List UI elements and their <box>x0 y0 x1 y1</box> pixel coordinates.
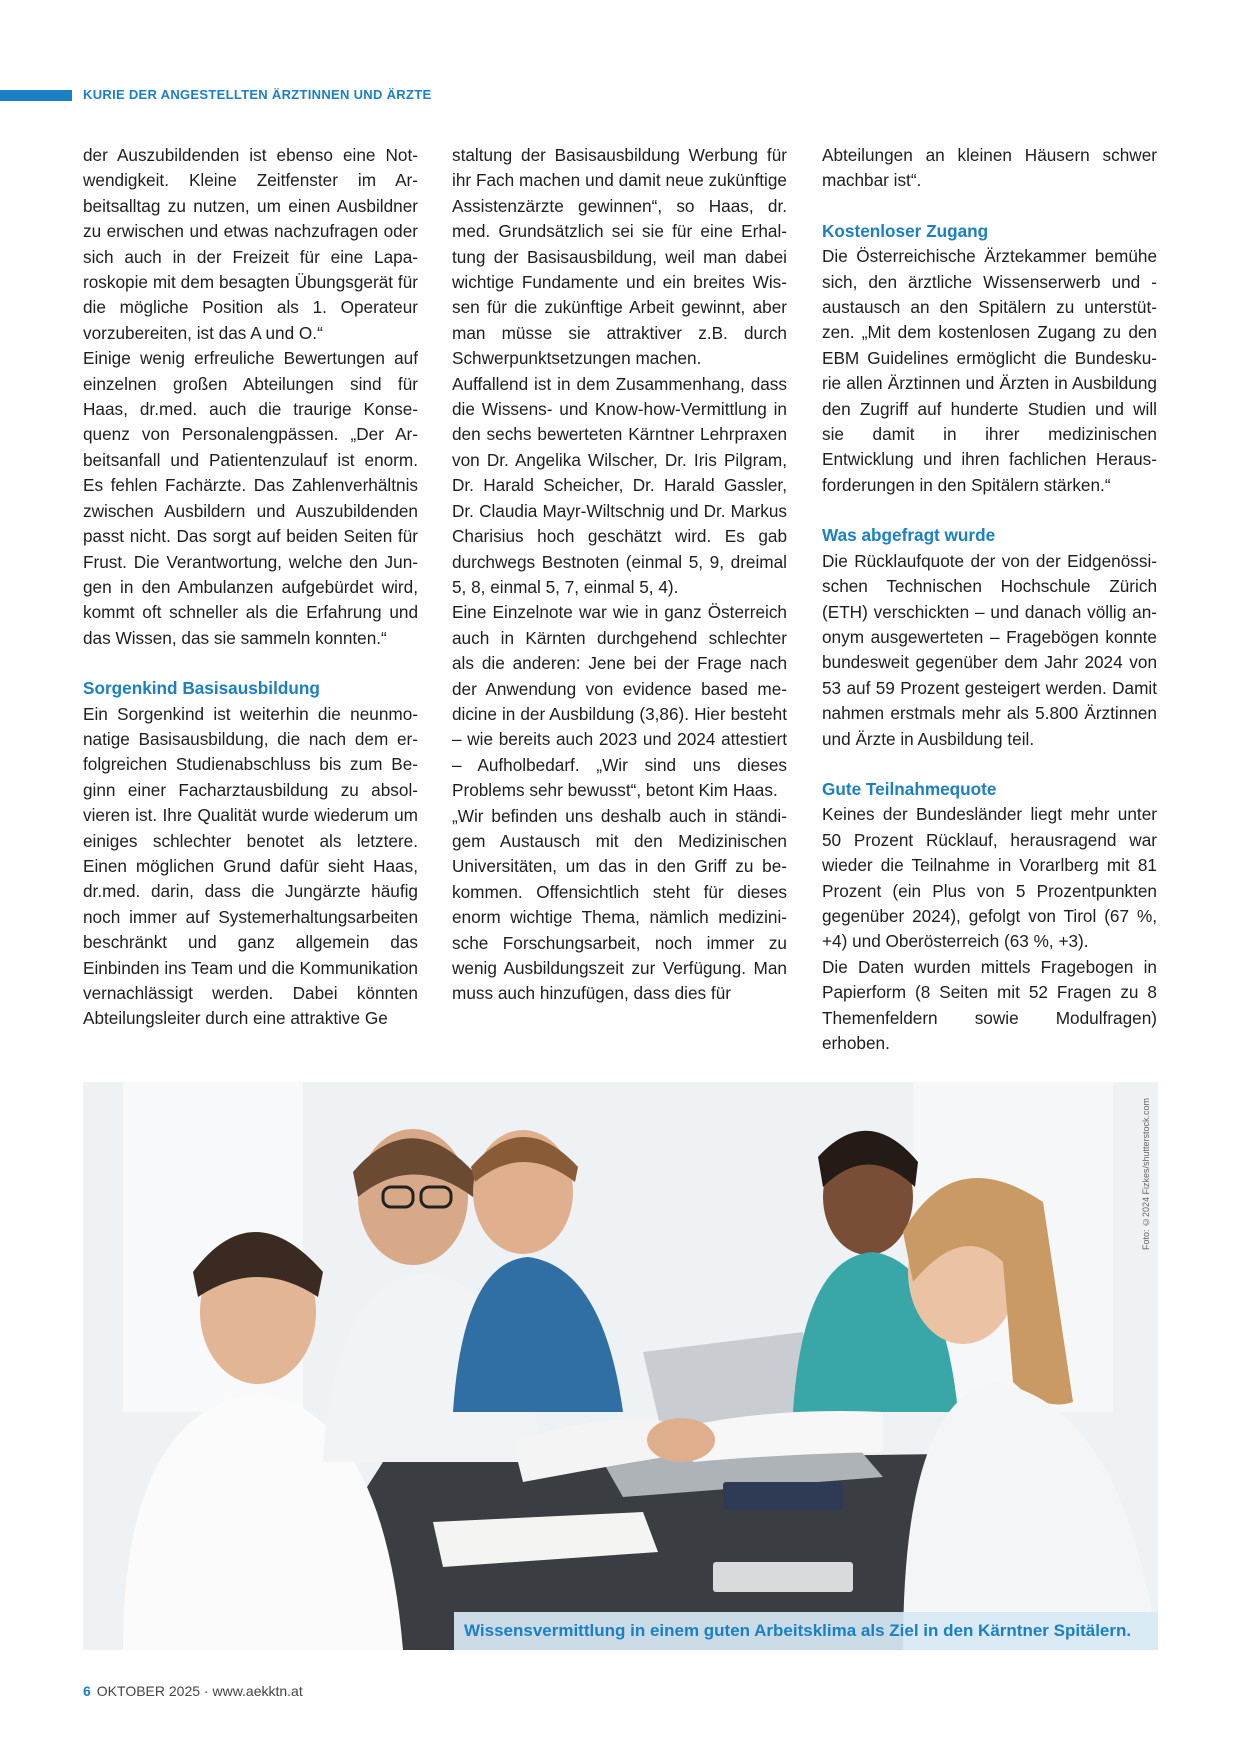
footer-text: OKTOBER 2025 · www.aekktn.at <box>96 1683 303 1699</box>
text-column-1 <box>83 143 418 1032</box>
header-accent-bar <box>0 90 72 101</box>
paragraph: staltung der Basisausbildung Werbung für ihr Fach machen und damit neue zukünftige Assistenzärzte gewinnen“, so Haas, dr. med. Grundsätzlich sei sie für eine Erhaltung der Basisausbildung, weil man dabei wichtige Fundamente und ein breites Wissen für die zukünftige Arbeit gewinnt, aber man müsse sie attraktiver z.B. durch Schwerpunktsetzungen machen. <box>452 145 787 369</box>
subheading-was-abgefragt: Was abgefragt wurde <box>822 525 996 546</box>
page-footer <box>83 1683 303 1699</box>
photo-credit: Foto: ©2024 Fizkes/shutterstock.com <box>1141 1097 1151 1250</box>
section-header: KURIE DER ANGESTELLTEN ÄRZTINNEN UND ÄRZTE <box>83 87 432 102</box>
paragraph: Ein Sorgenkind ist weiterhin die neunmonatige Basisausbildung, die nach dem erfolgreichen Studienabschluss bis zum Beginn einer Facharztausbildung zu absolvieren ist. Ihre Qualität wurde wiederum um einiges schlechter benotet als letztere. Einen möglichen Grund dafür sieht Haas, dr.med. darin, dass die Jungärzte häufig noch immer auf Systemerhaltungsarbeiten beschränkt und ganz allgemein das Einbinden ins Team und die Kommunikation vernachlässigt werden. Dabei könnten Abteilungsleiter durch eine attraktive Ge <box>83 703 418 1029</box>
paragraph: Die Daten wurden mittels Fragebogen in Papierform (8 Seiten mit 52 Fragen zu 8 Themenfeldern sowie Modulfragen) erhoben. <box>822 956 1157 1053</box>
subheading-teilnahmequote: Gute Teilnahmequote <box>822 778 997 799</box>
page-number: 6 <box>83 1683 91 1699</box>
team-meeting-photo <box>83 1082 1158 1650</box>
text-column-2 <box>452 143 787 1007</box>
paragraph: Keines der Bundesländer liegt mehr unter 50 Prozent Rücklauf, herausragend war wieder die Teilnahme in Vorarlberg mit 81 Prozent (ein Plus von 5 Prozentpunkten gegenüber 2024), gefolgt von Tirol (67 %, +4) und Oberösterreich (63 %, +3). <box>822 804 1157 952</box>
photo-illustration <box>83 1082 1158 1650</box>
paragraph: Einige wenig erfreuliche Bewertungen auf einzelnen großen Abteilungen sind für Haas, dr.med. auch die traurige Konsequenz von Personalengpässen. „Der Arbeitsanfall und Patientenzulauf ist enorm. Es fehlen Fachärzte. Das Zahlenverhältnis zwischen Ausbildern und Auszubildenden passt nicht. Das sorgt auf beiden Seiten für Frust. Die Verantwortung, welche den Jungen in den Ambulanzen aufgebürdet wird, kommt oft schneller als die Erfahrung und das Wissen, das sie sammeln konnten.“ <box>83 348 418 648</box>
paragraph: Die Österreichische Ärztekammer bemühe sich, den ärztliche Wissenserwerb und -austausch an den Spitälern zu unterstützen. „Mit dem kostenlosen Zugang zu den EBM Guidelines ermöglicht die Bundeskurie allen Ärztinnen und Ärzten in Ausbildung den Zugriff auf hunderte Studien und will sie damit in ihrer medizinischen Entwicklung und ihren fachlichen Herausforderungen in den Spitälern stärken.“ <box>822 246 1157 495</box>
text-column-3 <box>822 143 1157 1056</box>
subheading-sorgenkind: Sorgenkind Basisausbildung <box>83 678 320 699</box>
paragraph: Abteilungen an kleinen Häusern schwer machbar ist“. <box>822 145 1157 191</box>
photo-caption: Wissensvermittlung in einem guten Arbeitsklima als Ziel in den Kärntner Spitälern. <box>454 1612 1158 1650</box>
paragraph: der Auszubildenden ist ebenso eine Notwendigkeit. Kleine Zeitfenster im Arbeitsalltag zu nutzen, um einen Ausbildner zu erwischen und etwas nachzufragen oder sich auch in der Freizeit für eine Laparoskopie mit dem besagten Übungsgerät für die mögliche Position als 1. Operateur vorzubereiten, ist das A und O.“ <box>83 145 418 343</box>
paragraph: Auffallend ist in dem Zusammenhang, dass die Wissens- und Know-how-Vermittlung in den sechs bewerteten Kärntner Lehrpraxen von Dr. Angelika Wilscher, Dr. Iris Pilgram, Dr. Harald Scheicher, Dr. Harald Gassler, Dr. Claudia Mayr-Wiltschnig und Dr. Markus Charisius hoch geschätzt wird. Es gab durchwegs Bestnoten (einmal 5, 9, dreimal 5, 8, einmal 5, 7, einmal 5, 4). <box>452 373 787 597</box>
subheading-kostenloser-zugang: Kostenloser Zugang <box>822 220 989 241</box>
paragraph: Die Rücklaufquote der von der Eidgenössischen Technischen Hochschule Zürich (ETH) verschickten – und danach völlig anonym ausgewerteten – Fragebögen konnte bundesweit gegenüber dem Jahr 2024 von 53 auf 59 Prozent gesteigert werden. Damit nahmen erstmals mehr als 5.800 Ärztinnen und Ärzte in Ausbildung teil. <box>822 550 1157 749</box>
paragraph: Eine Einzelnote war wie in ganz Österreich auch in Kärnten durchgehend schlechter als die anderen: Jene bei der Frage nach der Anwendung von evidence based medicine in der Ausbildung (3,86). Hier besteht – wie bereits auch 2023 und 2024 attestiert – Aufholbedarf. „Wir sind uns dieses Problems sehr bewusst“, betont Kim Haas. <box>452 602 787 801</box>
paragraph: „Wir befinden uns deshalb auch in ständigem Austausch mit den Medizinischen Universitäten, um das in den Griff zu bekommen. Offensichtlich steht für dieses enorm wichtige Thema, nämlich medizinische Forschungsarbeit, noch immer zu wenig Ausbildungszeit zur Verfügung. Man muss auch hinzufügen, dass dies für <box>452 805 787 1004</box>
